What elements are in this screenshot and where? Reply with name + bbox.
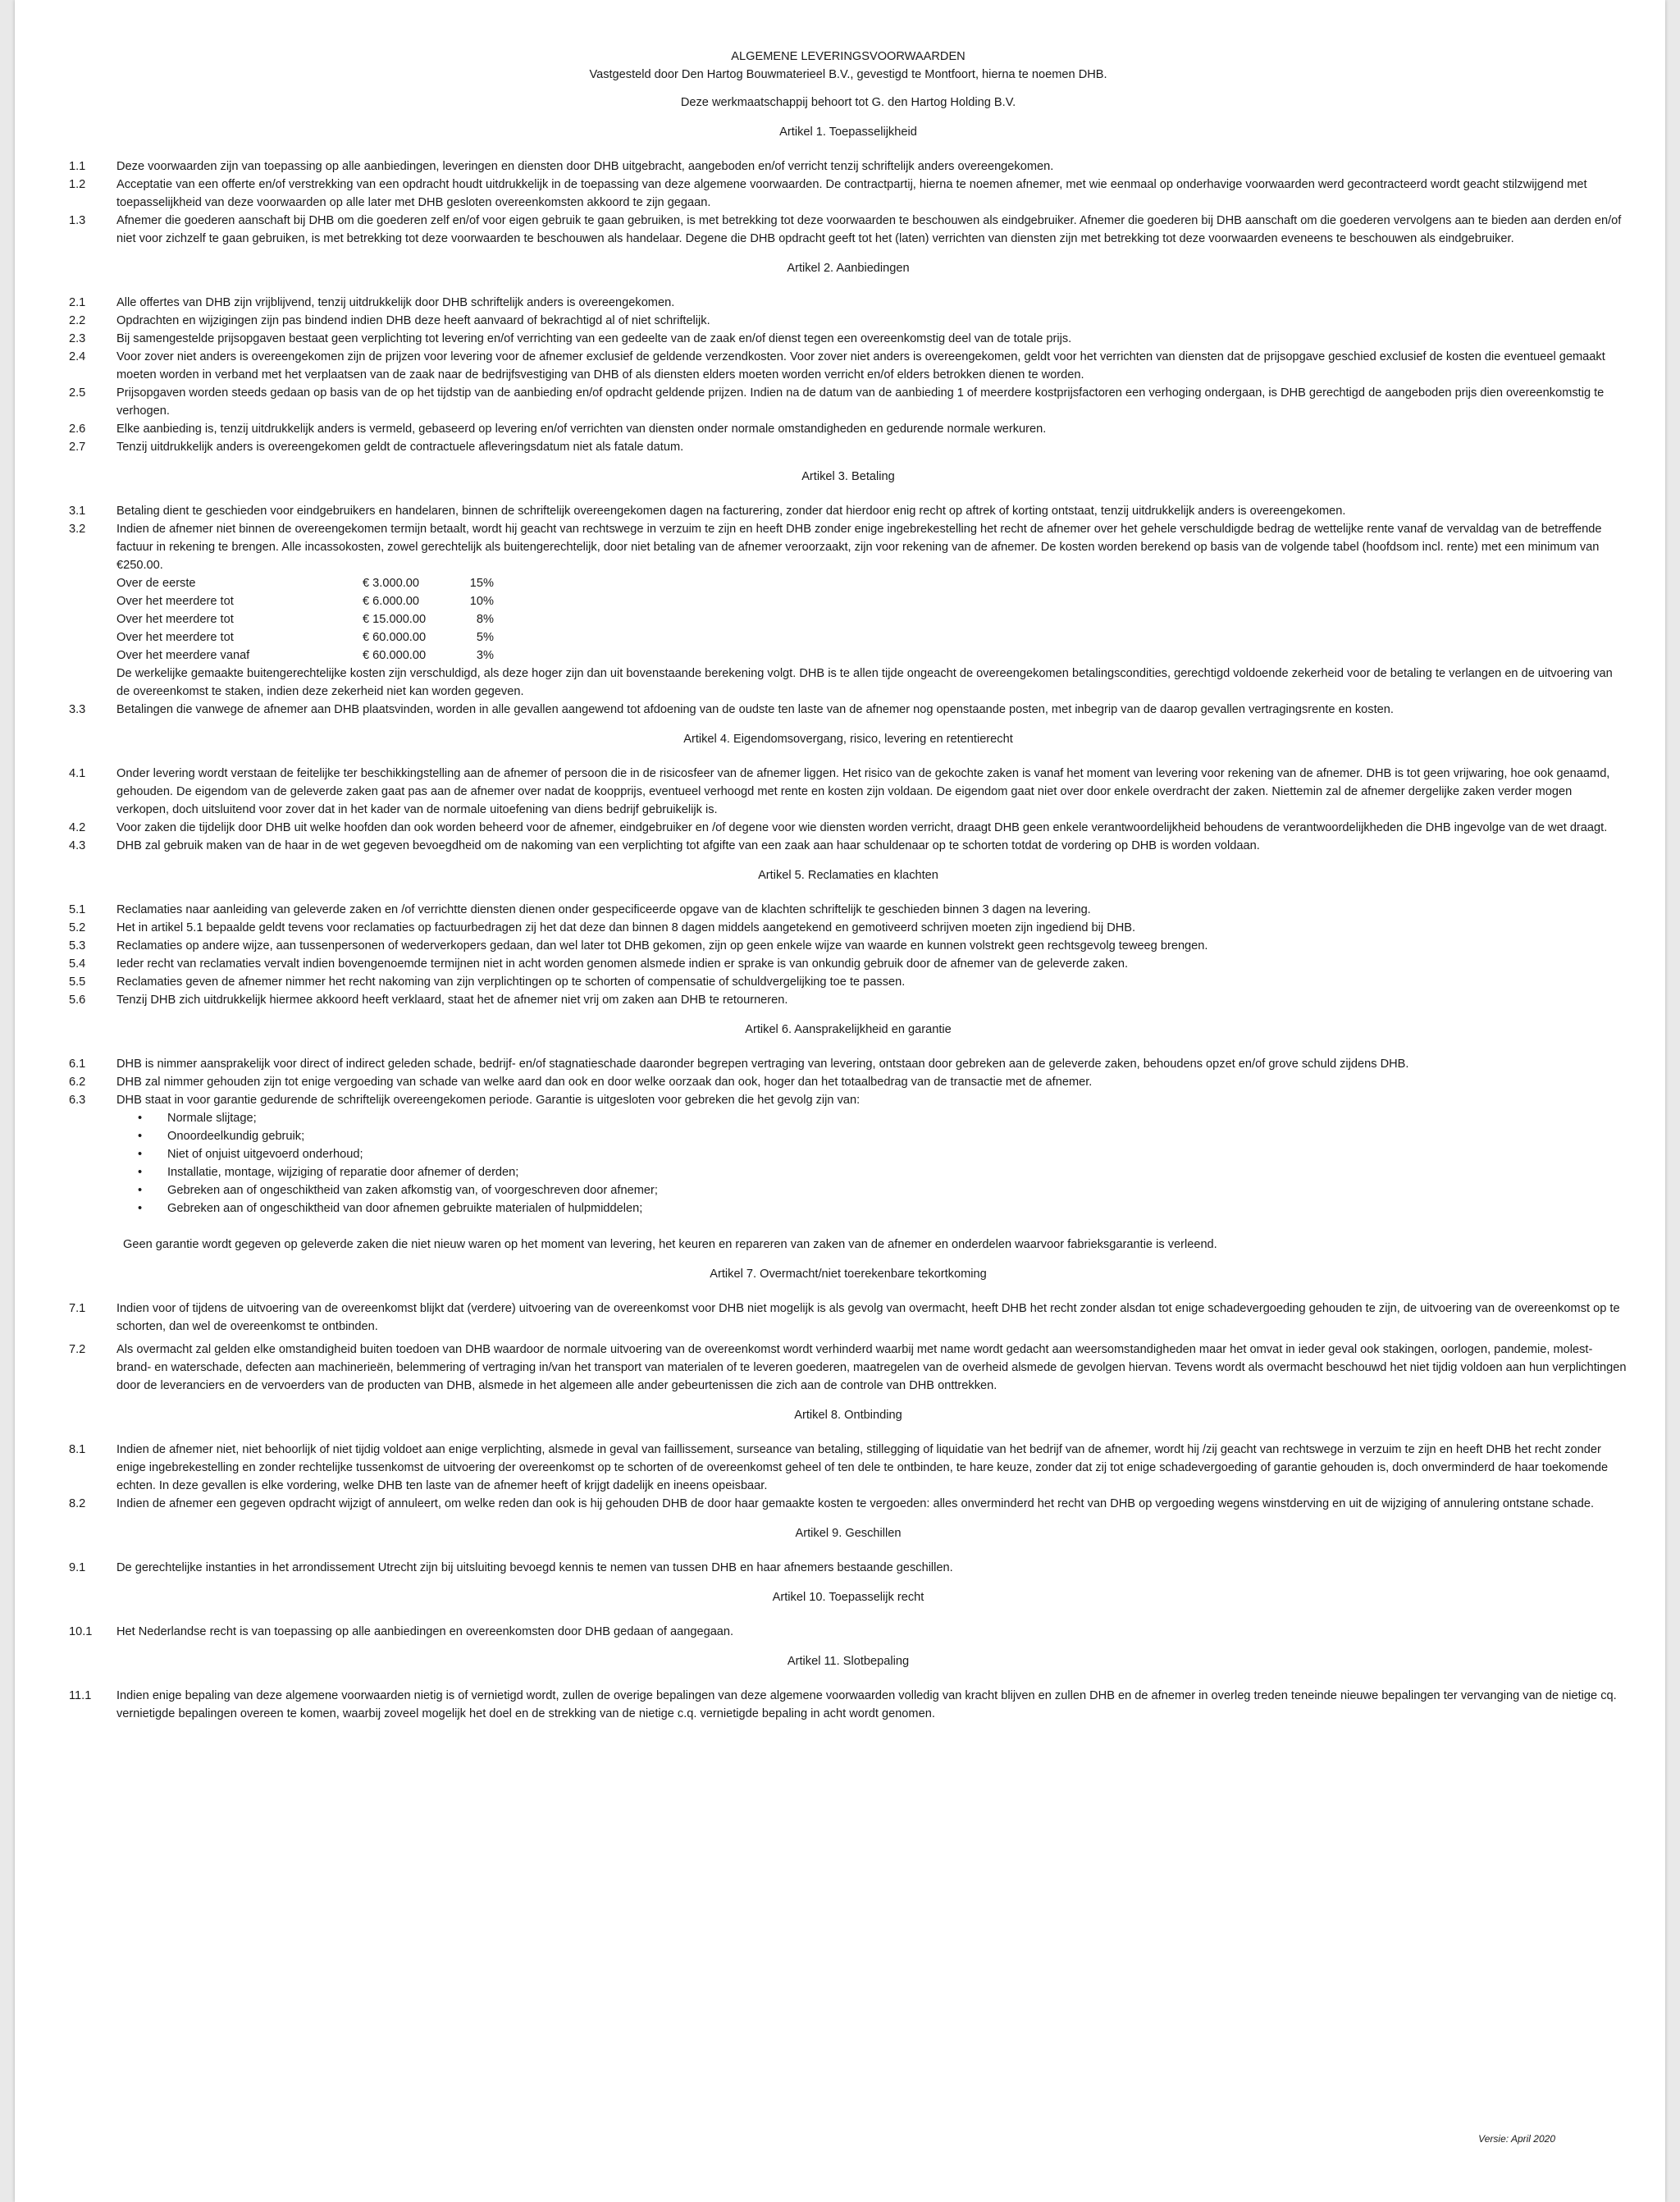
clause-5-6 — [69, 991, 1628, 1009]
clause-number: 4.3 — [69, 839, 86, 852]
article-title: Artikel 1. Toepasselijkheid — [779, 126, 917, 139]
clause-2-4 — [69, 348, 1628, 384]
fee-percentage: 15% — [469, 577, 494, 590]
clause-text: Betalingen die vanwege de afnemer aan DHB plaatsvinden, worden in alle gevallen aangewend tot afdoening van de oudste ten laste van de afnemer nog openstaande posten, met inbegrip van de daarop gevallen vertragingsrente en kosten. — [116, 703, 1394, 716]
fee-label: Over het meerdere tot — [116, 613, 234, 626]
article-title: Artikel 3. Betaling — [801, 470, 895, 483]
fee-row — [116, 610, 1628, 628]
collection-fee-table — [116, 574, 1628, 665]
document-title: ALGEMENE LEVERINGSVOORWAARDEN — [731, 50, 966, 63]
article-title: Artikel 5. Reclamaties en klachten — [758, 869, 938, 882]
clause-4-1 — [69, 765, 1628, 819]
clause-number: 7.1 — [69, 1302, 86, 1315]
list-item — [69, 1127, 1628, 1145]
clause-5-2 — [69, 919, 1628, 937]
clause-number: 6.3 — [69, 1094, 86, 1107]
clause-number: 1.1 — [69, 160, 86, 173]
clause-7-1 — [69, 1300, 1628, 1336]
clause-number: 3.3 — [69, 703, 86, 716]
fee-label: Over het meerdere vanaf — [116, 649, 250, 662]
bullet-icon: • — [138, 1166, 143, 1179]
clause-text: Het Nederlandse recht is van toepassing op alle aanbiedingen en overeenkomsten door DHB gedaan of aangegaan. — [116, 1625, 734, 1638]
article-title: Artikel 8. Ontbinding — [794, 1409, 902, 1422]
clause-text: Acceptatie van een offerte en/of verstrekking van een opdracht houdt uitdrukkelijk in de toepassing van deze algemene voorwaarden. De contractpartij, hierna te noemen afnemer, met wie eenmaal op onderhavige voorwaarden werd gecontracteerd wordt geacht stilzwijgend met toepasselijkheid van deze voorwaarden op alle later met DHB gesloten overeenkomsten akkoord te zijn gegaan. — [116, 178, 1587, 209]
clause-6-2 — [69, 1073, 1628, 1091]
fee-percentage: 10% — [469, 595, 494, 608]
clause-3-2 — [69, 520, 1628, 701]
clause-10-1 — [69, 1623, 1628, 1641]
article-title: Artikel 2. Aanbiedingen — [787, 262, 910, 275]
clause-2-1 — [69, 294, 1628, 312]
clause-number: 8.1 — [69, 1443, 86, 1456]
clause-number: 5.5 — [69, 975, 86, 989]
clause-2-6 — [69, 420, 1628, 438]
list-item — [69, 1199, 1628, 1217]
document-subtitle: Vastgesteld door Den Hartog Bouwmaterieel B.V., gevestigd te Montfoort, hierna te noemen DHB. — [589, 68, 1107, 81]
clause-number: 1.2 — [69, 178, 86, 191]
clause-number: 2.6 — [69, 423, 86, 436]
clause-number: 5.1 — [69, 903, 86, 916]
clause-2-7 — [69, 438, 1628, 456]
list-item-text: Niet of onjuist uitgevoerd onderhoud; — [167, 1148, 363, 1161]
clause-text: Reclamaties naar aanleiding van geleverde zaken en /of verrichtte diensten dienen onder gespecificeerde opgave van de klachten schriftelijk te geschieden binnen 3 dagen na levering. — [116, 903, 1091, 916]
list-item-text: Onoordeelkundig gebruik; — [167, 1130, 305, 1143]
fee-percentage: 3% — [476, 649, 494, 662]
clause-text: Indien enige bepaling van deze algemene voorwaarden nietig is of vernietigd wordt, zullen de overige bepalingen van deze algemene voorwaarden volledig van kracht blijven en zullen DHB en de afnemer in overleg treden teneinde nieuwe bepalingen ter vervanging van de nietige cq. vernietigde bepalingen overeen te komen, waarbij zoveel mogelijk het doel en de strekking van de nietige c.q. vernietigde bepaling in acht wordt genomen. — [116, 1689, 1617, 1720]
list-item-text: Gebreken aan of ongeschiktheid van door afnemen gebruikte materialen of hulpmiddelen; — [167, 1202, 643, 1215]
clause-text: Tenzij uitdrukkelijk anders is overeengekomen geldt de contractuele afleveringsdatum niet als fatale datum. — [116, 441, 684, 454]
warranty-footer-note: Geen garantie wordt gegeven op geleverde zaken die niet nieuw waren op het moment van levering, het keuren en repareren van zaken van de afnemer en onderdelen waarvoor fabrieksgarantie is verleend. — [123, 1238, 1217, 1251]
clause-3-1 — [69, 502, 1628, 520]
article-title: Artikel 9. Geschillen — [795, 1527, 902, 1540]
clause-2-2 — [69, 312, 1628, 330]
clause-number: 3.2 — [69, 523, 86, 536]
clause-2-5 — [69, 384, 1628, 420]
clause-4-2 — [69, 819, 1628, 837]
article-title: Artikel 4. Eigendomsovergang, risico, levering en retentierecht — [683, 733, 1013, 746]
holding-note: Deze werkmaatschappij behoort tot G. den Hartog Holding B.V. — [680, 96, 1016, 109]
bullet-icon: • — [138, 1130, 143, 1143]
list-item-text: Gebreken aan of ongeschiktheid van zaken afkomstig van, of voorgeschreven door afnemer; — [167, 1184, 658, 1197]
clause-text: DHB is nimmer aansprakelijk voor direct of indirect geleden schade, bedrijf- en/of stagnatieschade daaronder begrepen vertraging van levering, ontstaan door gebreken aan de geleverde zaken, behoudens opzet en/of grove schuld zijdens DHB. — [116, 1058, 1409, 1071]
clause-number: 4.1 — [69, 767, 86, 780]
clause-number: 2.5 — [69, 386, 86, 400]
fee-amount: € 60.000.00 — [363, 649, 427, 662]
clause-1-1 — [69, 158, 1628, 176]
clause-number: 1.3 — [69, 214, 86, 227]
clause-number: 3.1 — [69, 505, 86, 518]
clause-continuation: De werkelijke gemaakte buitengerechtelijke kosten zijn verschuldigd, als deze hoger zijn dan uit bovenstaande berekening volgt. DHB is te allen tijde ongeacht de overeengekomen betalingscondities, gerechtigd voldoende zekerheid voor de betaling te verlangen en de uitvoering van de overeenkomst te staken, indien deze zekerheid niet kan worden gegeven. — [116, 667, 1613, 698]
article-title: Artikel 10. Toepasselijk recht — [772, 1591, 924, 1604]
fee-label: Over het meerdere tot — [116, 595, 234, 608]
clause-number: 5.3 — [69, 939, 86, 953]
clause-number: 6.1 — [69, 1058, 86, 1071]
article-title: Artikel 6. Aansprakelijkheid en garantie — [745, 1023, 952, 1036]
clause-text: DHB staat in voor garantie gedurende de schriftelijk overeengekomen periode. Garantie is uitgesloten voor gebreken die het gevolg zijn van: — [116, 1094, 861, 1107]
clause-4-3 — [69, 837, 1628, 855]
clause-text: Opdrachten en wijzigingen zijn pas bindend indien DHB deze heeft aanvaard of bekrachtigd al of niet schriftelijk. — [116, 314, 710, 327]
clause-number: 5.6 — [69, 994, 86, 1007]
clause-text: Voor zover niet anders is overeengekomen zijn de prijzen voor levering voor de afnemer exclusief de geldende verzendkosten. Voor zover niet anders is overeengekomen, geldt voor het verrichten van diensten dat de prijsopgave geschied exclusief de kosten die eventueel gemaakt moeten worden in verband met het verplaatsen van de zaak naar de bedrijfsvestiging van DHB of als diensten elders moeten worden verricht en/of elders betrokken dienen te worden. — [116, 350, 1605, 381]
clause-text: Indien voor of tijdens de uitvoering van de overeenkomst blijkt dat (verdere) uitvoering van de overeenkomst voor DHB niet mogelijk is als gevolg van overmacht, heeft DHB het recht zonder alsdan tot enige schadevergoeding gehouden te zijn, de uitvoering van de overeenkomst op te schorten, dan wel de overeenkomst te ontbinden. — [116, 1302, 1620, 1333]
clause-text: Het in artikel 5.1 bepaalde geldt tevens voor reclamaties op factuurbedragen zij het dat deze dan binnen 8 dagen middels aangetekend en gemotiveerd schrijven moeten zijn ingediend bij DHB. — [116, 921, 1136, 934]
fee-row — [116, 628, 1628, 646]
fee-amount: € 3.000.00 — [363, 577, 419, 590]
clause-1-2 — [69, 176, 1628, 212]
clause-text: Alle offertes van DHB zijn vrijblijvend, tenzij uitdrukkelijk door DHB schriftelijk anders is overeengekomen. — [116, 296, 675, 309]
clause-text: DHB zal nimmer gehouden zijn tot enige vergoeding van schade van welke aard dan ook en door welke oorzaak dan ook, hoger dan het totaalbedrag van de transactie met de afnemer. — [116, 1076, 1093, 1089]
clause-number: 2.7 — [69, 441, 86, 454]
clause-1-3 — [69, 212, 1628, 248]
clause-text: Prijsopgaven worden steeds gedaan op basis van de op het tijdstip van de aanbieding en/of opdracht geldende prijzen. Indien na de datum van de aanbieding 1 of meerdere kostprijsfactoren een verhoging ondergaan, is DHB gerechtigd de aangeboden prijs dien overeenkomstig te verhogen. — [116, 386, 1605, 418]
clause-number: 2.3 — [69, 332, 86, 345]
list-item — [69, 1109, 1628, 1127]
clause-5-1 — [69, 901, 1628, 919]
clause-text: Afnemer die goederen aanschaft bij DHB om die goederen zelf en/of voor eigen gebruik te gaan gebruiken, is met betrekking tot deze voorwaarden te beschouwen als eindgebruiker. Afnemer die goederen bij DHB aanschaft om die goederen vervolgens aan te bieden aan derden en/of niet voor zichzelf te gaan gebruiken, is met betrekking tot deze voorwaarden te beschouwen als handelaar. Degene die DHB opdracht geeft tot het (laten) verrichten van diensten zijn met betrekking tot deze voorwaarden eveneens te beschouwen als eindgebruiker. — [116, 214, 1622, 245]
fee-row — [116, 646, 1628, 665]
clause-text: Reclamaties geven de afnemer nimmer het recht nakoming van zijn verplichtingen op te schorten of compensatie of schuldvergelijking toe te passen. — [116, 975, 906, 989]
fee-label: Over de eerste — [116, 577, 196, 590]
clause-9-1 — [69, 1559, 1628, 1577]
bullet-icon: • — [138, 1184, 143, 1197]
clause-text: Als overmacht zal gelden elke omstandigheid buiten toedoen van DHB waardoor de normale uitvoering van de overeenkomst wordt verhinderd waarbij met name wordt gedacht aan weersomstandigheden maar het omvat in ieder geval ook stakingen, oorlogen, pandemie, molest- brand- en waterschade, defecten aan machinerieën, belemmering of vertraging in/van het transport van materialen of te leveren goederen, maatregelen van de overheid alsmede de gevolgen hiervan. Tevens wordt als overmacht beschouwd het niet tijdig voldoen aan hun verplichtingen door de leveranciers en de vervoerders van de producten van DHB, alsmede in het algemeen alle ander gebeurtenissen die zich aan de controle van DHB onttrekken. — [116, 1343, 1627, 1392]
fee-percentage: 8% — [476, 613, 494, 626]
list-item-text: Installatie, montage, wijziging of reparatie door afnemer of derden; — [167, 1166, 519, 1179]
clause-number: 8.2 — [69, 1497, 86, 1510]
clause-text: Indien de afnemer niet, niet behoorlijk of niet tijdig voldoet aan enige verplichting, alsmede in geval van faillissement, surseance van betaling, stillegging of liquidatie van het bedrijf van de afnemer, wordt hij /zij geacht van rechtswege in verzuim te zijn en heeft DHB het recht zonder enige ingebrekestelling en zonder rechtelijke tussenkomst de uitvoering der overeenkomst op te schorten of de overeenkomst geheel of ten dele te ontbinden, te hare keuze, zonder dat zij tot enige schadevergoeding of garantie gehouden is, doch onverminderd de haar toekomende echten. In deze gevallen is elke vordering, welke DHB ten laste van de afnemer heeft of krijgt dadelijk en ineens opeisbaar. — [116, 1443, 1609, 1492]
clause-8-1 — [69, 1441, 1628, 1495]
clause-text: Deze voorwaarden zijn van toepassing op alle aanbiedingen, leveringen en diensten door DHB uitgebracht, aangeboden en/of verricht tenzij schriftelijk anders overeengekomen. — [116, 160, 1054, 173]
list-item-text: Normale slijtage; — [167, 1112, 257, 1125]
clause-7-2 — [69, 1341, 1628, 1395]
clause-number: 4.2 — [69, 821, 86, 834]
clause-3-3 — [69, 701, 1628, 719]
clause-number: 6.2 — [69, 1076, 86, 1089]
fee-row — [116, 574, 1628, 592]
fee-label: Over het meerdere tot — [116, 631, 234, 644]
clause-2-3 — [69, 330, 1628, 348]
clause-number: 2.1 — [69, 296, 86, 309]
fee-amount: € 60.000.00 — [363, 631, 427, 644]
fee-amount: € 15.000.00 — [363, 613, 427, 626]
bullet-icon: • — [138, 1148, 143, 1161]
article-title: Artikel 11. Slotbepaling — [787, 1655, 910, 1668]
list-item — [69, 1145, 1628, 1163]
document-page — [15, 0, 1665, 2202]
fee-amount: € 6.000.00 — [363, 595, 419, 608]
fee-row — [116, 592, 1628, 610]
clause-6-1 — [69, 1055, 1628, 1073]
version-label: Versie: April 2020 — [1478, 2133, 1555, 2145]
warranty-exclusions-list — [69, 1109, 1628, 1217]
clause-text: Reclamaties op andere wijze, aan tussenpersonen of wederverkopers gedaan, dan wel later tot DHB gekomen, zijn op geen enkele wijze van waarde en kunnen volstrekt geen rechtsgevolg teweeg brengen. — [116, 939, 1208, 953]
clause-5-5 — [69, 973, 1628, 991]
clause-text: De gerechtelijke instanties in het arrondissement Utrecht zijn bij uitsluiting bevoegd kennis te nemen van tussen DHB en haar afnemers bestaande geschillen. — [116, 1561, 953, 1574]
clause-number: 5.4 — [69, 957, 86, 971]
clause-text: Elke aanbieding is, tenzij uitdrukkelijk anders is vermeld, gebaseerd op levering en/of verrichten van diensten onder normale omstandigheden en gedurende normale werkuren. — [116, 423, 1047, 436]
bullet-icon: • — [138, 1112, 143, 1125]
clause-number: 10.1 — [69, 1625, 93, 1638]
clause-6-3 — [69, 1091, 1628, 1109]
clause-text: Indien de afnemer niet binnen de overeengekomen termijn betaalt, wordt hij geacht van rechtswege in verzuim te zijn en heeft DHB zonder enige ingebrekestelling het recht de afnemer over het gehele verschuldigde bedrag de wettelijke rente vanaf de vervaldag van de betreffende factuur in rekening te brengen. Alle incassokosten, zowel gerechtelijk als buitengerechtelijk, door niet betaling van de afnemer veroorzaakt, zijn voor rekening van de afnemer. De kosten worden berekend op basis van de volgende tabel (hoofdsom incl. rente) met een minimum van €250.00. — [116, 523, 1602, 572]
clause-5-3 — [69, 937, 1628, 955]
clause-number: 7.2 — [69, 1343, 86, 1356]
clause-number: 2.2 — [69, 314, 86, 327]
clause-text: Onder levering wordt verstaan de feitelijke ter beschikkingstelling aan de afnemer of persoon die in de risicosfeer van de afnemer liggen. Het risico van de gekochte zaken is vanaf het moment van levering voor rekening van de afnemer. DHB is tot geen vrijwaring, hoe ook genaamd, gehouden. De eigendom van de geleverde zaken gaat pas aan de afnemer over nadat de koopprijs, eventueel verhoogd met rente en kosten zijn voldaan. De eigendom gaat niet over door enkele overdracht der zaken. Niettemin zal de afnemer dergelijke zaken verder mogen verkopen, doch uitsluitend voor zover dat in het kader van de normale uitoefening van diens bedrijf gebruikelijk is. — [116, 767, 1610, 816]
clause-number: 2.4 — [69, 350, 86, 363]
clause-text: DHB zal gebruik maken van de haar in de wet gegeven bevoegdheid om de nakoming van een verplichting tot afgifte van een zaak aan haar schuldenaar op te schorten totdat de vordering op DHB is worden voldaan. — [116, 839, 1260, 852]
clause-text: Indien de afnemer een gegeven opdracht wijzigt of annuleert, om welke reden dan ook is hij gehouden DHB de door haar gemaakte kosten te vergoeden: alles onverminderd het recht van DHB op vergoeding wegens winstderving en uit de wijziging of annulering ontstane schade. — [116, 1497, 1595, 1510]
fee-percentage: 5% — [476, 631, 494, 644]
clause-text: Ieder recht van reclamaties vervalt indien bovengenoemde termijnen niet in acht worden genomen alsmede indien er sprake is van onkundig gebruik door de afnemer van de geleverde zaken. — [116, 957, 1129, 971]
clause-11-1 — [69, 1687, 1628, 1723]
list-item — [69, 1163, 1628, 1181]
clause-text: Voor zaken die tijdelijk door DHB uit welke hoofden dan ook worden beheerd voor de afnemer, eindgebruiker en /of degene voor wie diensten worden verricht, draagt DHB geen enkele verantwoordelijkheid behoudens de verantwoordelijkheden die DHB ingevolge van de wet draagt. — [116, 821, 1608, 834]
clause-number: 9.1 — [69, 1561, 86, 1574]
clause-text: Bij samengestelde prijsopgaven bestaat geen verplichting tot levering en/of verrichting van een gedeelte van de zaak en/of dienst tegen een overeenkomstig deel van de totale prijs. — [116, 332, 1072, 345]
clause-5-4 — [69, 955, 1628, 973]
list-item — [69, 1181, 1628, 1199]
article-title: Artikel 7. Overmacht/niet toerekenbare tekortkoming — [710, 1268, 987, 1281]
clause-text: Tenzij DHB zich uitdrukkelijk hiermee akkoord heeft verklaard, staat het de afnemer niet vrij om zaken aan DHB te retourneren. — [116, 994, 788, 1007]
clause-number: 11.1 — [69, 1689, 92, 1702]
document-content — [69, 48, 1628, 1723]
bullet-icon: • — [138, 1202, 143, 1215]
clause-text: Betaling dient te geschieden voor eindgebruikers en handelaren, binnen de schriftelijk overeengekomen dagen na facturering, zonder dat hierdoor enig recht op aftrek of korting ontstaat, tenzij uitdrukkelijk anders is overeengekomen. — [116, 505, 1346, 518]
clause-number: 5.2 — [69, 921, 86, 934]
clause-8-2 — [69, 1495, 1628, 1513]
